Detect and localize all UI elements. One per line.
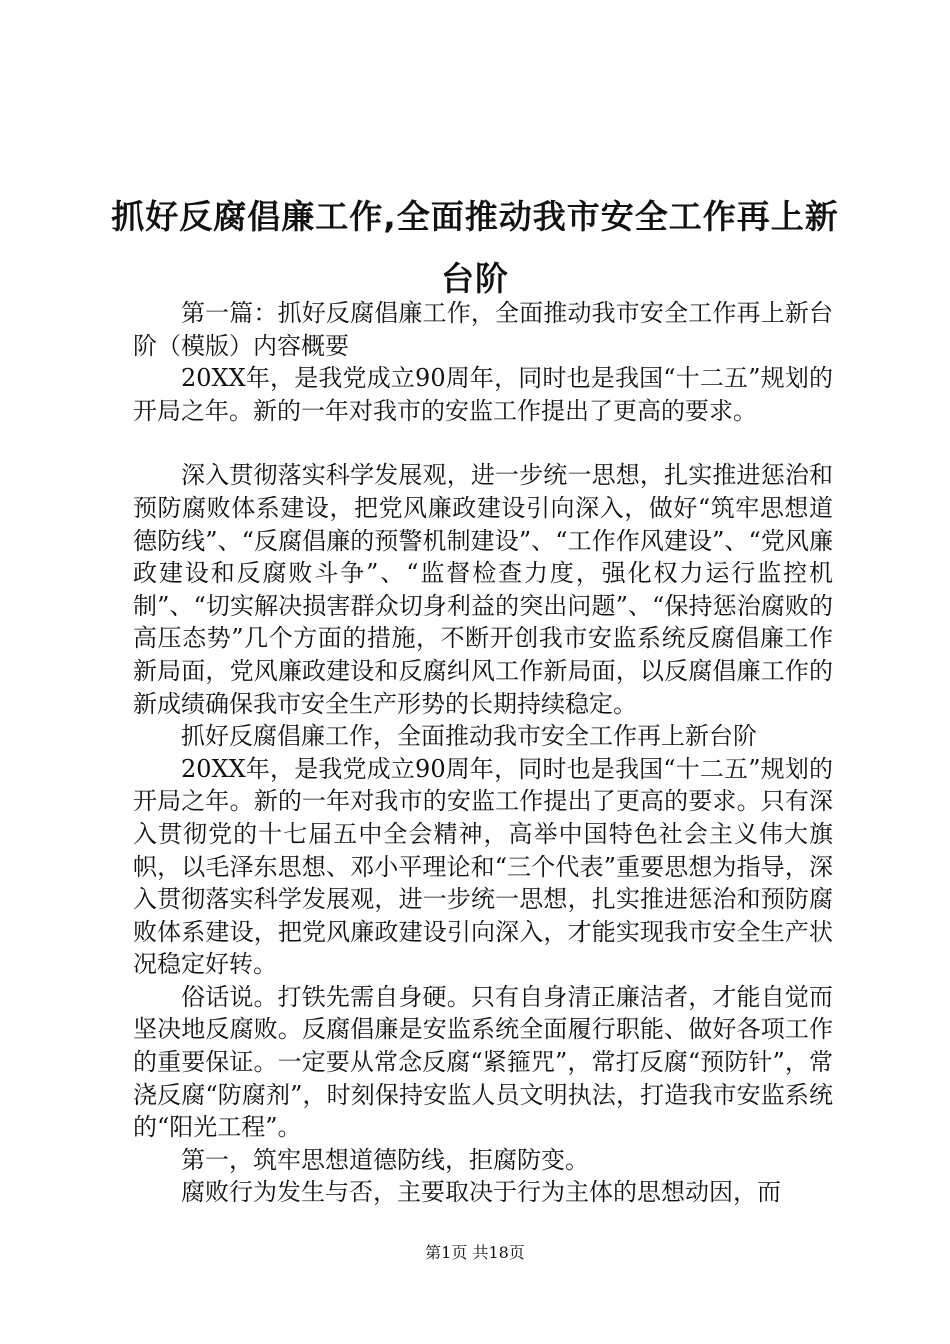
paragraph-subtitle: 抓好反腐倡廉工作，全面推动我市安全工作再上新台阶 xyxy=(181,722,757,751)
paragraph-proverb: 俗话说。打铁先需自身硬。只有自身清正廉洁者，才能自觉而坚决地反腐败。反腐倡廉是安监系统全面履行职能、做好各项工作的重要保证。一定要从常念反腐“紧箍咒”，常打反腐“预防针”，常浇反腐“防腐剂”，时刻保持安监人员文明执法，打造我市安监系统的“阳光工程”。 xyxy=(133,982,833,1142)
page-number-footer: 第1页 共18页 xyxy=(425,1243,525,1262)
paragraph-intro-full: 20XX年，是我党成立90周年，同时也是我国“十二五”规划的开局之年。新的一年对我市的安监工作提出了更高的要求。只有深入贯彻党的十七届五中全会精神，高举中国特色社会主义伟大旗帜，以毛泽东思想、邓小平理论和“三个代表”重要思想为指导，深入贯彻落实科学发展观，进一步统一思想，扎实推进惩治和预防腐败体系建设，把党风廉政建设引向深入，才能实现我市安全生产状况稳定好转。 xyxy=(133,754,833,979)
paragraph-corruption-cause: 腐败行为发生与否，主要取决于行为主体的思想动因，而 xyxy=(181,1178,781,1207)
paragraph-summary-heading: 第一篇：抓好反腐倡廉工作，全面推动我市安全工作再上新台阶（模版）内容概要 xyxy=(133,299,833,360)
paragraph-intro: 20XX年，是我党成立90周年，同时也是我国“十二五”规划的开局之年。新的一年对我市的安监工作提出了更高的要求。 xyxy=(133,364,833,425)
document-body xyxy=(133,297,833,1209)
paragraph-measures: 深入贯彻落实科学发展观，进一步统一思想，扎实推进惩治和预防腐败体系建设，把党风廉政建设引向深入，做好“筑牢思想道德防线”、“反腐倡廉的预警机制建设”、“工作作风建设”、“党风廉政建设和反腐败斗争”、“监督检查力度，强化权力运行监控机制”、“切实解决损害群众切身利益的突出问题”、“保持惩治腐败的高压态势”几个方面的措施，不断开创我市安监系统反腐倡廉工作新局面，党风廉政建设和反腐纠风工作新局面，以反腐倡廉工作的新成绩确保我市安全生产形势的长期持续稳定。 xyxy=(133,461,833,718)
paragraph-first-point: 第一，筑牢思想道德防线，拒腐防变。 xyxy=(181,1145,589,1174)
page-title: 抓好反腐倡廉工作,全面推动我市安全工作再上新台阶 xyxy=(111,197,839,298)
